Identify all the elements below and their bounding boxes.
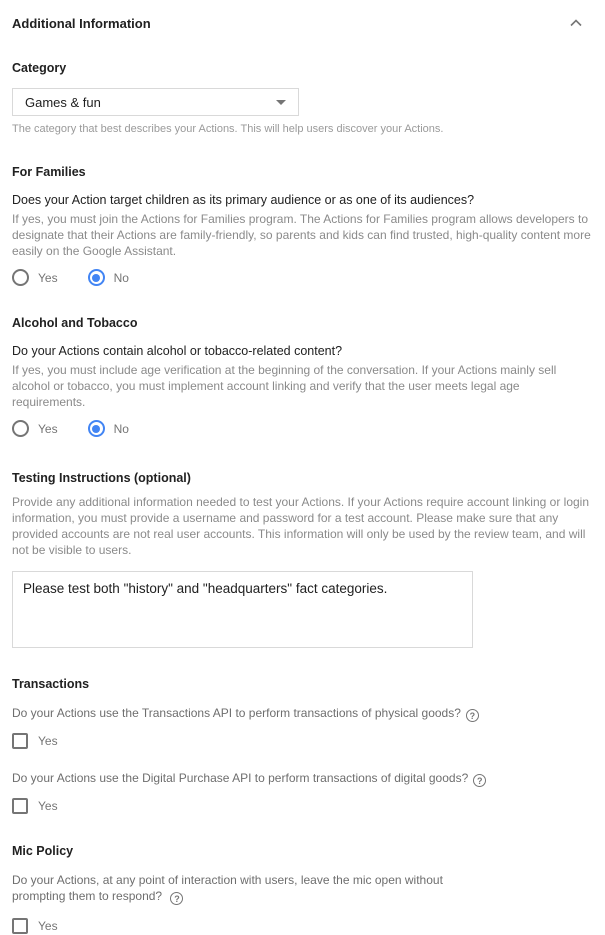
alcohol-tobacco-title: Alcohol and Tobacco [12,316,138,330]
page-title: Additional Information [12,16,151,31]
for-families-radio-group [12,268,593,287]
for-families-radio-no[interactable] [88,269,129,286]
testing-instructions-title: Testing Instructions (optional) [12,471,191,485]
alcohol-tobacco-helper-text: If yes, you must include age verification at the beginning of the conversation. If your Actions mainly sell alcohol or tobacco, you must implement account linking and verify that the user meets legal age requirements. [12,363,557,409]
for-families-radio-yes[interactable] [12,269,58,286]
transactions-digital-question-row [12,770,593,787]
transactions-digital-checkbox-row [12,796,593,815]
checkbox-yes-label: Yes [38,918,58,933]
radio-checked-icon [88,420,105,437]
transactions-physical-checkbox-row [12,731,593,750]
radio-checked-icon [88,269,105,286]
category-helper-text: The category that best describes your Actions. This will help users discover your Actions. [12,123,444,135]
radio-no-label: No [113,421,129,436]
mic-policy-checkbox[interactable] [12,918,28,934]
alcohol-tobacco-radio-yes[interactable] [12,420,58,437]
help-icon[interactable]: ? [473,774,486,787]
checkbox-yes-label: Yes [38,798,58,813]
transactions-physical-question: Do your Actions use the Transactions API to perform transactions of physical goods? [12,706,461,720]
category-select[interactable] [12,88,299,116]
chevron-up-icon [569,16,583,31]
transactions-digital-checkbox[interactable] [12,798,28,814]
testing-instructions-helper-text: Provide any additional information needed to test your Actions. If your Actions require account linking or login information, you must provide a username and password for a test account. Please make sure that any provided accounts are not real user accounts. This information will only be used by the review team, and will not be visible to users. [12,495,590,557]
mic-policy-title: Mic Policy [12,844,74,858]
for-families-question: Does your Action target children as its primary audience or as one of its audiences? [12,193,475,207]
for-families-helper-text: If yes, you must join the Actions for Families program. The Actions for Families program allows developers to designate that their Actions are family-friendly, so parents and kids can find trusted, high-quality content more easily on the Google Assistant. [12,212,591,258]
for-families-title: For Families [12,165,86,179]
help-icon[interactable]: ? [170,892,183,905]
transactions-physical-question-row [12,705,593,722]
category-selected-value: Games & fun [25,94,101,110]
collapse-section-button[interactable] [567,16,585,30]
radio-no-label: No [113,270,129,285]
radio-unchecked-icon [12,269,29,286]
transactions-physical-checkbox[interactable] [12,733,28,749]
caret-down-icon [276,100,286,105]
section-header [12,16,593,31]
radio-unchecked-icon [12,420,29,437]
transactions-digital-question: Do your Actions use the Digital Purchase API to perform transactions of digital goods? [12,771,469,785]
category-label: Category [12,61,67,75]
mic-policy-question: Do your Actions, at any point of interaction with users, leave the mic open without prompting them to respond? [12,873,443,903]
help-icon[interactable]: ? [466,709,479,722]
alcohol-tobacco-radio-group [12,419,593,438]
alcohol-tobacco-radio-no[interactable] [88,420,129,437]
radio-yes-label: Yes [38,421,58,436]
testing-instructions-input[interactable] [12,571,473,648]
checkbox-yes-label: Yes [38,733,58,748]
transactions-title: Transactions [12,677,90,691]
mic-policy-checkbox-row [12,916,593,935]
mic-policy-question-row [12,872,482,905]
alcohol-tobacco-question: Do your Actions contain alcohol or tobacco-related content? [12,344,343,358]
radio-yes-label: Yes [38,270,58,285]
